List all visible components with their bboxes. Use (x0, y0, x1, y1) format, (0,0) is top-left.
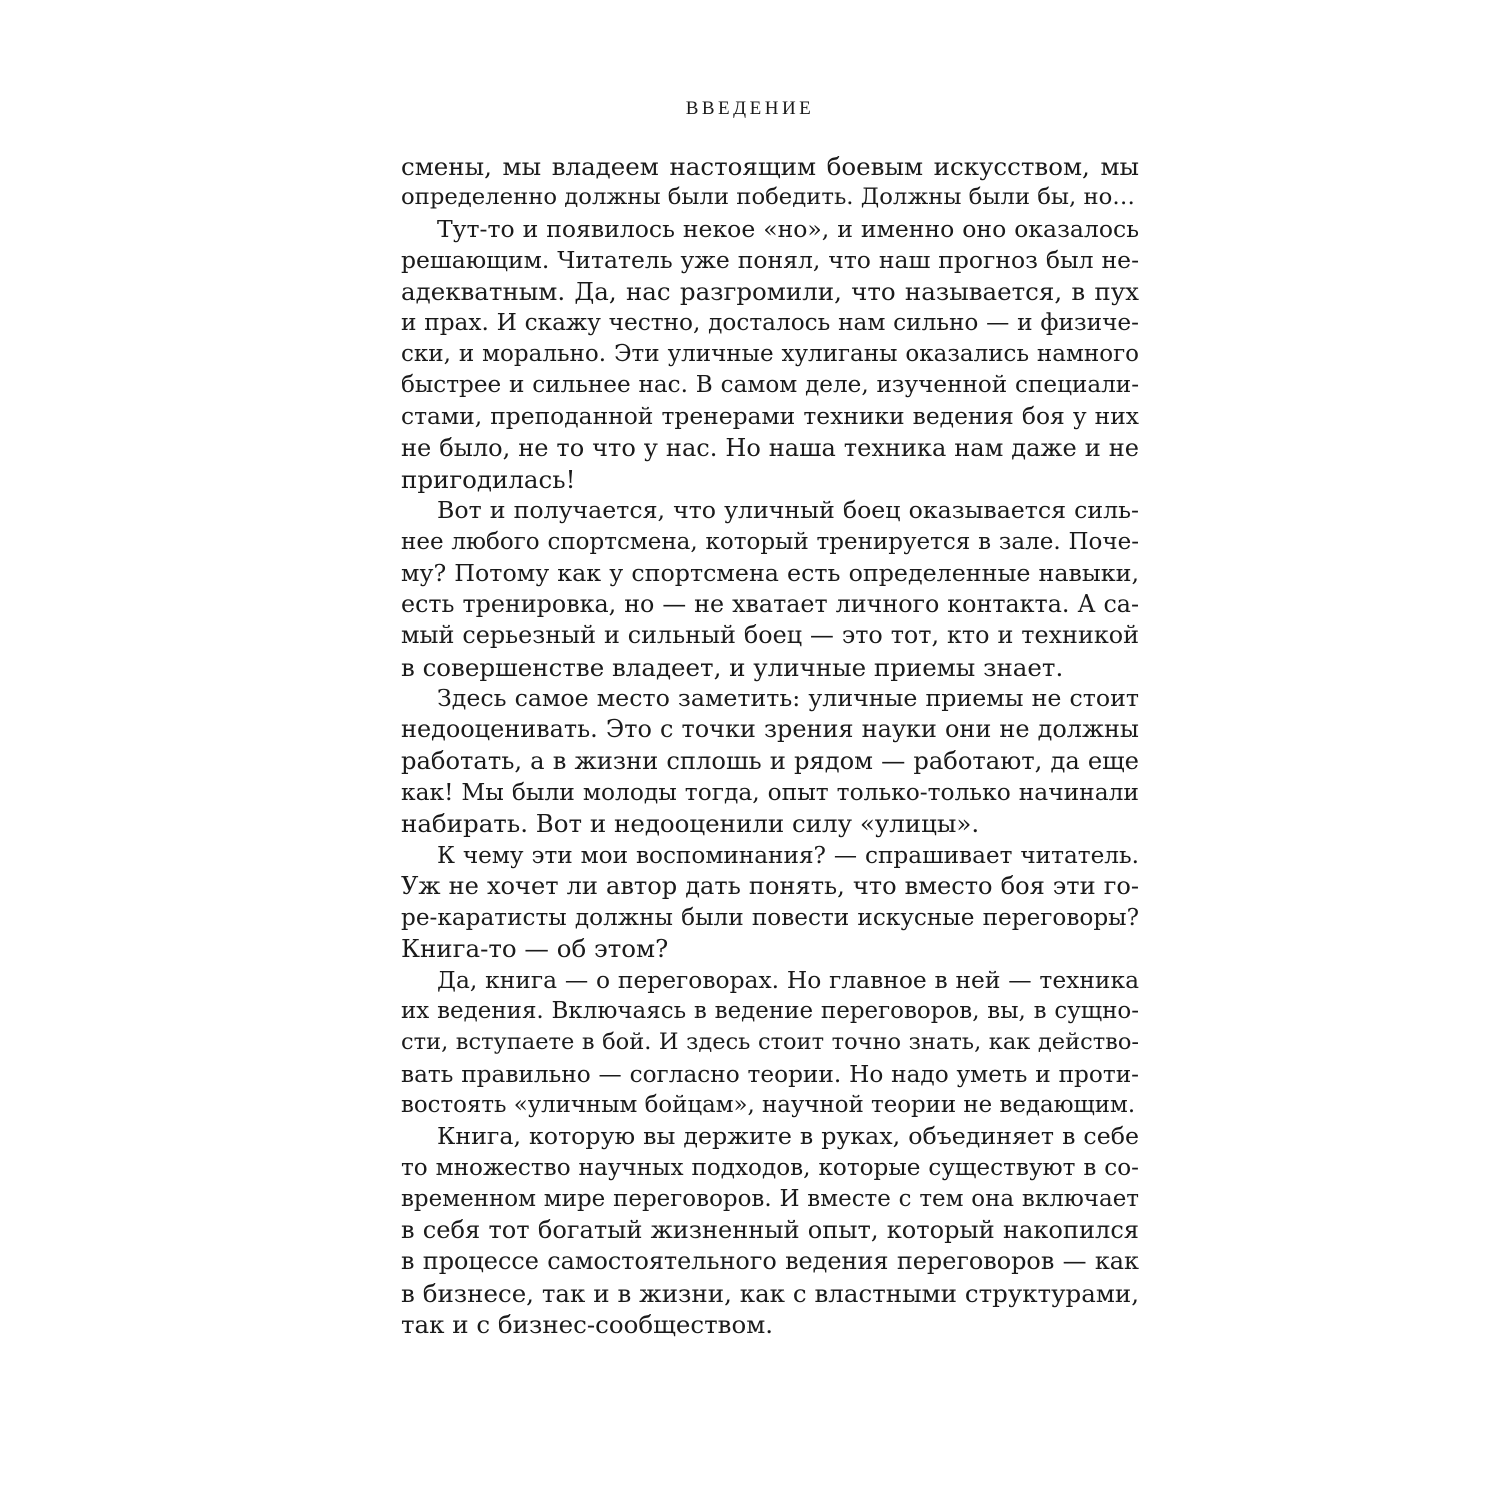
body-text (401, 151, 1139, 1340)
text-line: есть тренировка, но — не хватает личного контакта. А са- (401, 590, 1139, 619)
text-line: Да, книга — о переговорах. Но главное в ней — техника (437, 965, 1139, 994)
text-line: не было, не то что у нас. Но наша техника нам даже и не (401, 433, 1139, 462)
text-line: их ведения. Включаясь в ведение переговоров, вы, в сущно- (401, 998, 1139, 1025)
text-line: в процессе самостоятельного ведения переговоров — как (401, 1247, 1139, 1276)
text-line: пригодилась! (401, 464, 576, 494)
text-line: в совершенстве владеет, и уличные приемы знает. (401, 652, 1064, 682)
text-line: сти, вступаете в бой. И здесь стоит точно знать, как действо- (401, 1029, 1139, 1056)
running-head: ВВЕДЕНИЕ (685, 98, 815, 119)
text-line: мый серьезный и сильный боец — это тот, кто и техникой (401, 621, 1139, 650)
text-line: в бизнесе, так и в жизни, как с властными структурами, (401, 1278, 1139, 1308)
text-line: в себя тот богатый жизненный опыт, который накопился (401, 1216, 1139, 1245)
text-line: ски, и морально. Эти уличные хулиганы оказались намного (401, 340, 1139, 367)
text-line: вать правильно — согласно теории. Но надо уметь и проти- (401, 1060, 1139, 1088)
text-line: смены, мы владеем настоящим боевым искусством, мы (401, 152, 1139, 181)
text-line: нее любого спортсмена, который тренируется в зале. Поче- (401, 528, 1139, 555)
text-line: временном мире переговоров. И вместе с тем она включает (401, 1185, 1139, 1212)
text-line: К чему эти мои воспоминания? — спрашивает читатель. (437, 841, 1139, 869)
text-line: определенно должны были победить. Должны были бы, но… (401, 184, 1135, 211)
text-line: и прах. И скажу честно, досталось нам сильно — и физиче- (401, 309, 1139, 337)
text-line: Книга, которую вы держите в руках, объединяет в себе (437, 1122, 1139, 1151)
text-line: как! Мы были молоды тогда, опыт только-только начинали (401, 777, 1139, 806)
text-line: ре-каратисты должны были повести искусные переговоры? (401, 904, 1139, 932)
text-line: так и с бизнес-сообществом. (401, 1309, 774, 1339)
text-line: работать, а в жизни сплошь и рядом — работают, да еще (401, 746, 1139, 775)
text-line: Уж не хочет ли автор дать понять, что вместо боя эти го- (401, 871, 1139, 900)
text-line: востоять «уличным бойцам», научной теории не ведающим. (401, 1091, 1136, 1118)
text-line: то множество научных подходов, которые существуют в со- (401, 1154, 1139, 1181)
text-line: Книга-то — об этом? (401, 934, 669, 964)
text-line: Здесь самое место заметить: уличные приемы не стоит (437, 684, 1139, 713)
text-line: набирать. Вот и недооценили силу «улицы». (401, 809, 980, 839)
text-line: решающим. Читатель уже понял, что наш прогноз был не- (401, 245, 1139, 274)
text-line: быстрее и сильнее нас. В самом деле, изученной специали- (401, 372, 1139, 399)
text-line: адекватным. Да, нас разгромили, что называется, в пух (401, 277, 1139, 307)
text-line: Вот и получается, что уличный боец оказывается силь- (437, 496, 1139, 525)
text-line: стами, преподанной тренерами техники ведения боя у них (401, 402, 1139, 431)
text-line: недооценивать. Это с точки зрения науки они не должны (401, 715, 1139, 744)
text-line: му? Потому как у спортсмена есть определенные навыки, (401, 558, 1139, 587)
text-line: Тут-то и появилось некое «но», и именно оно оказалось (437, 214, 1139, 243)
